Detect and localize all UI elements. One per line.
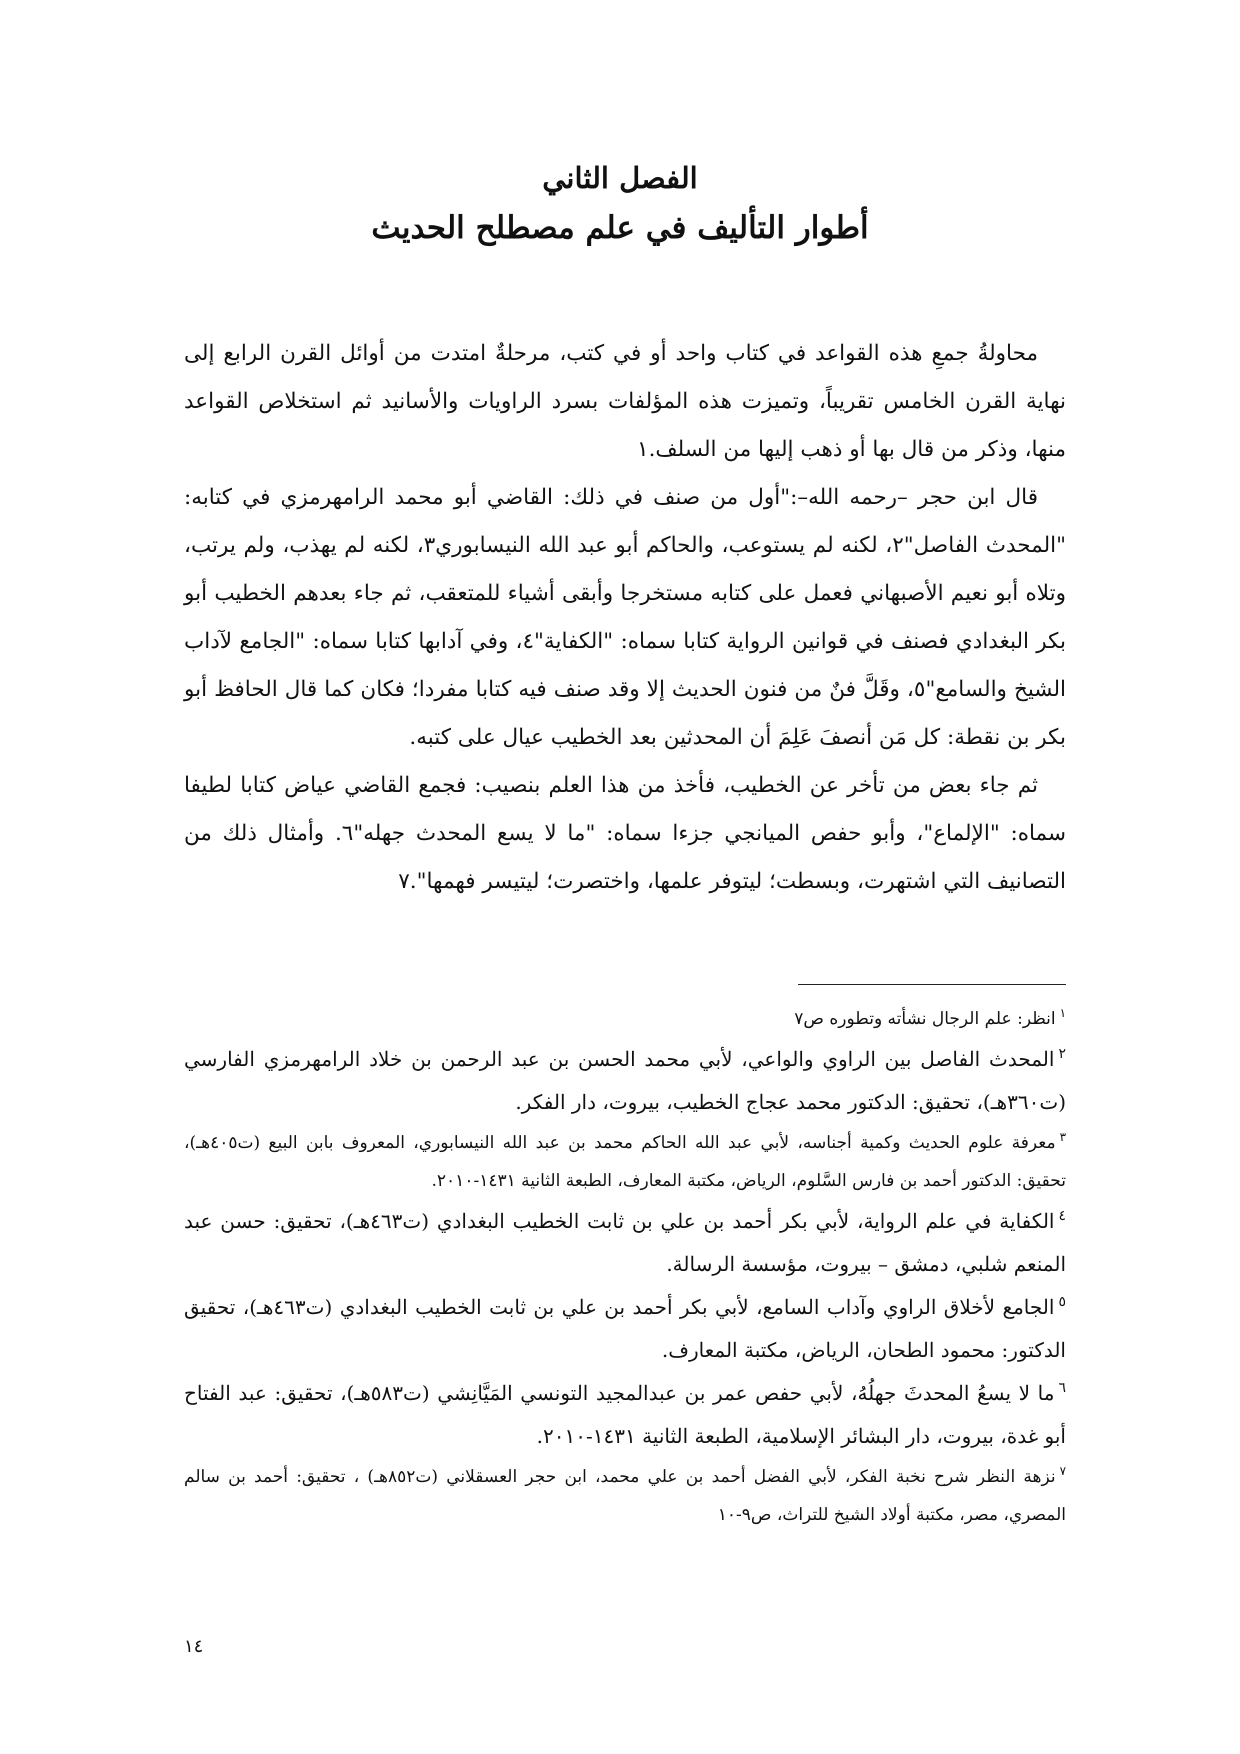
footnote-text: انظر: علم الرجال نشأته وتطوره ص٧: [794, 1009, 1056, 1029]
footnote-6: [184, 1372, 1066, 1458]
footnote-number: ٣: [1059, 1130, 1066, 1145]
paragraph-2: قال ابن حجر –رحمه الله–:"أول من صنف في ذلك: القاضي أبو محمد الرامهرمزي في كتابه: "المحدث الفاصل"٢، لكنه لم يستوعب، والحاكم أبو عبد الله النيسابوري٣، لكنه لم يهذب، ولم يرتب، وتلاه أبو نعيم الأصبهاني فعمل على كتابه مستخرجا وأبقى أشياء للمتعقب، ثم جاء بعدهم الخطيب أبو بكر البغدادي فصنف في قوانين الرواية كتابا سماه: "الكفاية"٤، وفي آدابها كتابا سماه: "الجامع لآداب الشيخ والسامع"٥، وقَلَّ فنٌ من فنون الحديث إلا وقد صنف فيه كتابا مفردا؛ فكان كما قال الحافظ أبو بكر بن نقطة: كل مَن أنصفَ عَلِمَ أن المحدثين بعد الخطيب عيال على كتبه.: [184, 485, 1067, 750]
footnote-divider: [798, 984, 1066, 985]
page-number: ١٤: [184, 1636, 204, 1657]
footnote-number: ٤: [1058, 1208, 1067, 1225]
footnote-1: [184, 1000, 1066, 1038]
footnote-number: ٦: [1058, 1380, 1066, 1397]
paragraph-3: ثم جاء بعض من تأخر عن الخطيب، فأخذ من هذا العلم بنصيب: فجمع القاضي عياض كتابا لطيفا سماه: "الإلماع"، وأبو حفص الميانجي جزءا سماه: "ما لا يسع المحدث جهله"٦. وأمثال ذلك من التصانيف التي اشتهرت، وبسطت؛ ليتوفر علمها، واختصرت؛ ليتيسر فهمها".٧: [184, 773, 1066, 894]
footnote-number: ١: [1059, 1006, 1066, 1021]
footnote-text: نزهة النظر شرح نخبة الفكر، لأبي الفضل أحمد بن علي محمد، ابن حجر العسقلاني (ت٨٥٢هـ) ، تحقيق: أحمد بن سالم المصري، مصر، مكتبة أولاد الشيخ للتراث، ص٩-١٠: [184, 1467, 1066, 1525]
footnote-2: [184, 1038, 1066, 1124]
footnote-text: المحدث الفاصل بين الراوي والواعي، لأبي محمد الحسن بن عبد الرحمن بن خلاد الرامهرمزي الفارسي (ت٣٦٠هـ)، تحقيق: الدكتور محمد عجاج الخطيب، بيروت، دار الفكر.: [184, 1047, 1066, 1114]
footnotes: [184, 1000, 1066, 1534]
chapter-title: أطوار التأليف في علم مصطلح الحديث: [371, 210, 869, 246]
footnote-text: الكفاية في علم الرواية، لأبي بكر أحمد بن علي بن ثابت الخطيب البغدادي (ت٤٦٣هـ)، تحقيق: حسن عبد المنعم شلبي، دمشق – بيروت، مؤسسة الرسالة.: [184, 1209, 1066, 1276]
footnote-number: ٥: [1058, 1294, 1066, 1311]
footnote-5: [184, 1286, 1066, 1372]
footnote-number: ٢: [1058, 1046, 1066, 1063]
footnote-text: الجامع لأخلاق الراوي وآداب السامع، لأبي بكر أحمد بن علي بن ثابت الخطيب البغدادي (ت٤٦٣هـ)، تحقيق الدكتور: محمود الطحان، الرياض، مكتبة المعارف.: [184, 1295, 1066, 1362]
footnote-7: [184, 1458, 1066, 1534]
footnote-text: ما لا يسعُ المحدثَ جهلُهُ، لأبي حفص عمر بن عبدالمجيد التونسي المَيَّانِشي (ت٥٨٣هـ)، تحقيق: عبد الفتاح أبو غدة، بيروت، دار البشائر الإسلامية، الطبعة الثانية ١٤٣١-٢٠١٠.: [184, 1381, 1066, 1448]
footnote-number: ٧: [1059, 1464, 1066, 1479]
footnote-4: [184, 1200, 1066, 1286]
footnote-text: معرفة علوم الحديث وكمية أجناسه، لأبي عبد الله الحاكم محمد بن عبد الله النيسابوري، المعروف بابن البيع (ت٤٠٥هـ)، تحقيق: الدكتور أحمد بن فارس السَّلوم، الرياض، مكتبة المعارف، الطبعة الثانية ١٤٣١-٢٠١٠.: [184, 1133, 1066, 1191]
chapter-label: الفصل الثاني: [542, 161, 698, 195]
footnote-3: [184, 1124, 1066, 1200]
paragraph-1: محاولةُ جمعِ هذه القواعد في كتاب واحد أو في كتب، مرحلةٌ امتدت من أوائل القرن الرابع إلى نهاية القرن الخامس تقريباً، وتميزت هذه المؤلفات بسرد الراويات والأسانيد ثم استخلاص القواعد منها، وذكر من قال بها أو ذهب إليها من السلف.١: [184, 341, 1066, 462]
body-text: [184, 330, 1066, 906]
